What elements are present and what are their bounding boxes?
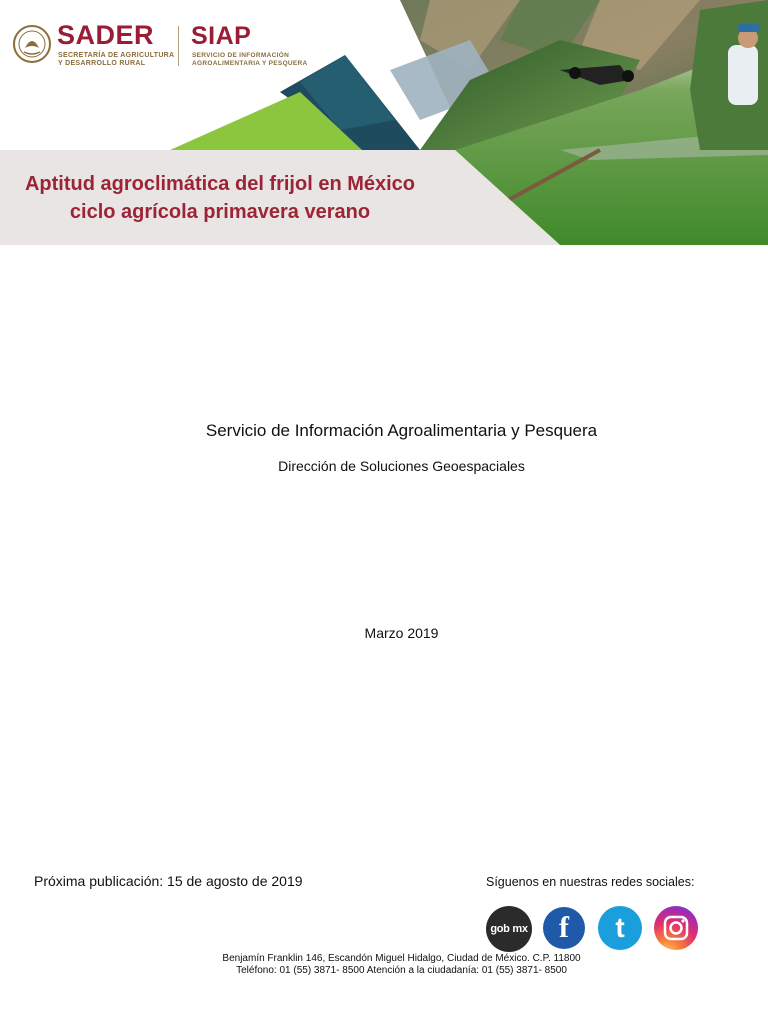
gobmx-label: gob mx [490,923,528,935]
twitter-glyph: t [615,912,625,943]
mexico-seal-icon [12,24,52,64]
next-publication: Próxima publicación: 15 de agosto de 2019 [34,873,303,889]
sader-logo-text: SADER [57,20,155,50]
phone-line: Teléfono: 01 (55) 3871- 8500 Atención a la ciudadanía: 01 (55) 3871- 8500 [236,965,567,976]
siap-logo-subtitle: SERVICIO DE INFORMACIÓN AGROALIMENTARIA Y PESQUERA [192,52,308,67]
publication-date: Marzo 2019 [364,625,439,641]
department-name: Dirección de Soluciones Geoespaciales [278,458,525,474]
address-line: Benjamín Franklin 146, Escandón Miguel Hidalgo, Ciudad de México. C.P. 11800 [222,953,581,964]
document-title-line1: Aptitud agroclimática del frijol en México [24,173,416,195]
facebook-icon[interactable] [543,907,585,949]
siap-logo-text: SIAP [191,22,252,50]
instagram-icon[interactable] [654,906,698,950]
document-title-line2: ciclo agrícola primavera verano [69,201,371,223]
document-title [0,170,440,226]
facebook-glyph: f [559,911,569,944]
gobmx-icon[interactable] [486,906,532,952]
twitter-icon[interactable] [598,906,642,950]
social-heading: Síguenos en nuestras redes sociales: [486,875,695,889]
logo-divider [178,26,179,66]
instagram-glyph-icon [654,906,698,950]
organization-name: Servicio de Información Agroalimentaria y Pesquera [205,421,598,440]
sader-logo-subtitle: SECRETARÍA DE AGRICULTURA Y DESARROLLO RURAL [58,52,175,67]
